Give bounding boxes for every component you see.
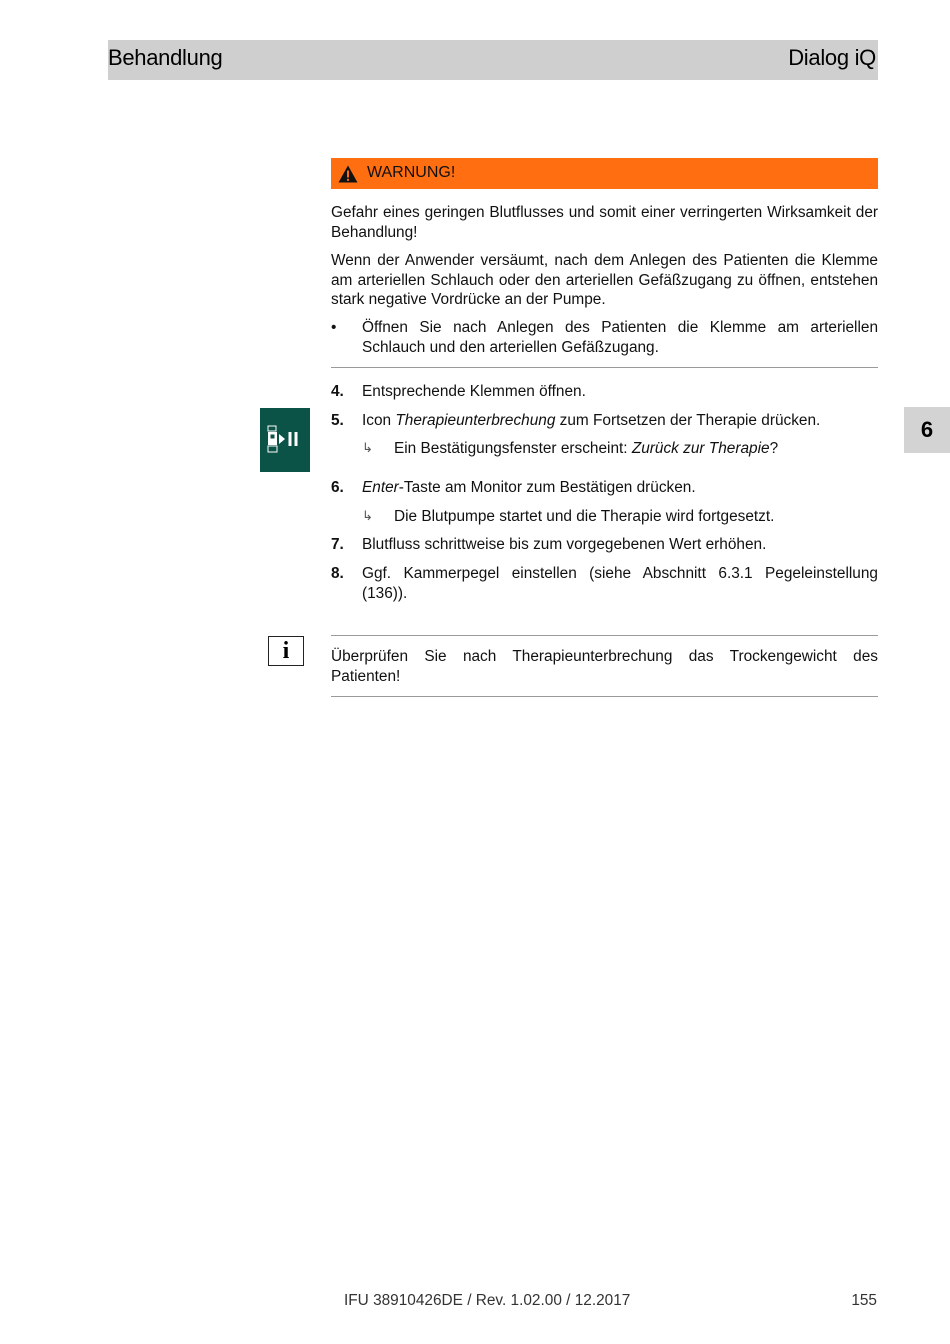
ui-term: Therapieunterbrechung	[395, 412, 556, 429]
section-title: Behandlung	[108, 45, 223, 70]
product-name: Dialog iQ	[788, 45, 876, 70]
note-top-divider	[331, 635, 878, 636]
info-note: Überprüfen Sie nach Therapieunterbrechung das Trockengewicht des Patienten!	[331, 648, 878, 685]
ui-term: Enter	[362, 479, 399, 496]
step-number: 7.	[331, 536, 344, 553]
step-text: Icon Therapieunterbrechung zum Fortsetzen der Therapie drücken.	[362, 412, 821, 429]
warning-banner	[331, 158, 878, 189]
warning-triangle-icon	[338, 165, 358, 183]
result-arrow-icon: ↳	[362, 441, 373, 456]
note-bottom-divider	[331, 696, 878, 697]
result-text: Die Blutpumpe startet und die Therapie wird fortgesetzt.	[394, 508, 775, 525]
info-icon: i	[268, 636, 304, 666]
step-text: Enter-Taste am Monitor zum Bestätigen drücken.	[362, 479, 696, 496]
step-number: 4.	[331, 383, 344, 400]
step-number: 6.	[331, 479, 344, 496]
ui-term: Zurück zur Therapie	[631, 440, 770, 457]
warning-paragraph-1: Gefahr eines geringen Blutflusses und somit einer verringerten Wirksamkeit der Behandlung!	[331, 204, 878, 241]
therapy-interruption-icon	[260, 408, 310, 472]
bullet-text: Öffnen Sie nach Anlegen des Patienten die Klemme am arteriellen Schlauch und den arteriellen Gefäßzugang.	[362, 319, 878, 356]
warning-label: WARNUNG!	[367, 164, 456, 181]
page-header	[108, 40, 878, 80]
step-number: 5.	[331, 412, 344, 429]
step-number: 8.	[331, 565, 344, 582]
play-pause-glyph-icon	[260, 408, 310, 472]
result-text: Ein Bestätigungsfenster erscheint: Zurück zur Therapie?	[394, 440, 779, 457]
page-number: 155	[851, 1292, 877, 1309]
document-reference: IFU 38910426DE / Rev. 1.02.00 / 12.2017	[344, 1292, 631, 1309]
step-text: Ggf. Kammerpegel einstellen (siehe Abschnitt 6.3.1 Pegeleinstellung (136)).	[362, 565, 878, 602]
chapter-tab: 6	[904, 407, 950, 453]
step-text: Entsprechende Klemmen öffnen.	[362, 383, 586, 400]
warning-divider	[331, 367, 878, 368]
step-text: Blutfluss schrittweise bis zum vorgegebenen Wert erhöhen.	[362, 536, 767, 553]
result-arrow-icon: ↳	[362, 509, 373, 524]
bullet-dot: •	[331, 319, 337, 336]
warning-paragraph-2: Wenn der Anwender versäumt, nach dem Anlegen des Patienten die Klemme am arteriellen Schlauch oder den arteriellen Gefäßzugang zu öffnen, entstehen stark negative Vordrücke an der Pumpe.	[331, 252, 878, 308]
